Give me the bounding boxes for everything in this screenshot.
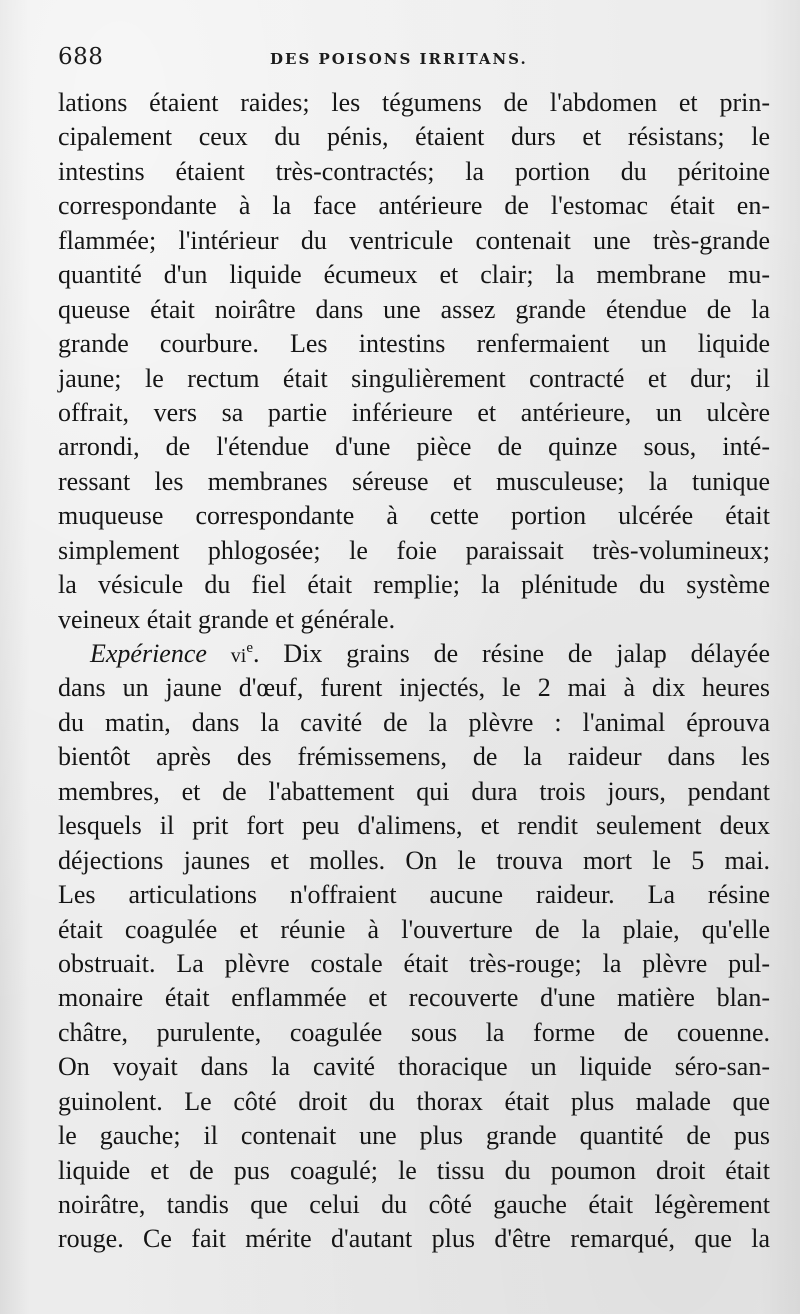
text-line: intestins étaient très-contractés; la portion du péritoine (58, 156, 770, 186)
text-line: simplement phlogosée; le foie paraissait très-volumineux; (58, 535, 770, 565)
text-line: ressant les membranes séreuse et musculeuse; la tunique (58, 466, 770, 496)
text-line: arrondi, de l'étendue d'une pièce de quinze sous, inté- (58, 432, 770, 462)
text-line: bientôt après des frémissemens, de la raideur dans les (58, 742, 770, 772)
text-line: On voyait dans la cavité thoracique un liquide séro-san- (58, 1052, 770, 1082)
text-line: la vésicule du fiel était remplie; la plénitude du système (58, 570, 770, 600)
body-text (58, 86, 770, 1257)
text-line: queuse était noirâtre dans une assez grande étendue de la (58, 294, 770, 324)
experiment-label: Expérience (90, 639, 207, 668)
text-line: du matin, dans la cavité de la plèvre : l'animal éprouva (58, 707, 770, 737)
text-line: le gauche; il contenait une plus grande quantité de pus (58, 1121, 770, 1151)
text-line: lations étaient raides; les tégumens de l'abdomen et prin- (58, 88, 770, 117)
text-line: correspondante à la face antérieure de l'estomac était en- (58, 191, 770, 221)
text-line: obstruait. La plèvre costale était très-rouge; la plèvre pul- (58, 948, 770, 978)
text-line: guinolent. Le côté droit du thorax était plus malade que (58, 1086, 770, 1116)
page-number: 688 (58, 44, 104, 70)
text-line: monaire était enflammée et recouverte d'une matière blan- (58, 983, 770, 1013)
running-title: DES POISONS IRRITANS. (270, 50, 528, 68)
text-line: liquide et de pus coagulé; le tissu du poumon droit était (58, 1155, 770, 1185)
text-line: Les articulations n'offraient aucune raideur. La résine (58, 880, 770, 910)
text-line: muqueuse correspondante à cette portion ulcérée était (58, 501, 770, 531)
text-line: quantité d'un liquide écumeux et clair; la membrane mu- (58, 260, 770, 290)
experiment-heading-line (58, 637, 770, 671)
text-line: jaune; le rectum était singulièrement contracté et dur; il (58, 363, 770, 393)
text-line: membres, et de l'abattement qui dura trois jours, pendant (58, 776, 770, 806)
text-line: dans un jaune d'œuf, furent injectés, le 2 mai à dix heures (58, 673, 770, 703)
text-line: cipalement ceux du pénis, étaient durs et résistans; le (58, 122, 770, 152)
text-line: flammée; l'intérieur du ventricule contenait une très-grande (58, 225, 770, 255)
text-line: lesquels il prit fort peu d'alimens, et rendit seulement deux (58, 811, 770, 841)
text-line: était coagulée et réunie à l'ouverture de la plaie, qu'elle (58, 914, 770, 944)
text-line: déjections jaunes et molles. On le trouva mort le 5 mai. (58, 845, 770, 875)
text-line: châtre, purulente, coagulée sous la forme de couenne. (58, 1017, 770, 1047)
experiment-number: vi (230, 645, 247, 667)
text-line: grande courbure. Les intestins renfermaient un liquide (58, 329, 770, 359)
text-line: noirâtre, tandis que celui du côté gauche était légèrement (58, 1190, 770, 1219)
paragraph-end-line: veineux était grande et générale. (58, 604, 396, 634)
text-line: rouge. Ce fait mérite d'autant plus d'être remarqué, que la (58, 1224, 770, 1254)
text-line: offrait, vers sa partie inférieure et antérieure, un ulcère (58, 397, 770, 427)
page-header (58, 44, 758, 84)
experiment-number-suffix: e (246, 640, 254, 656)
experiment-text: . Dix grains de résine de jalap délayée (253, 639, 770, 668)
